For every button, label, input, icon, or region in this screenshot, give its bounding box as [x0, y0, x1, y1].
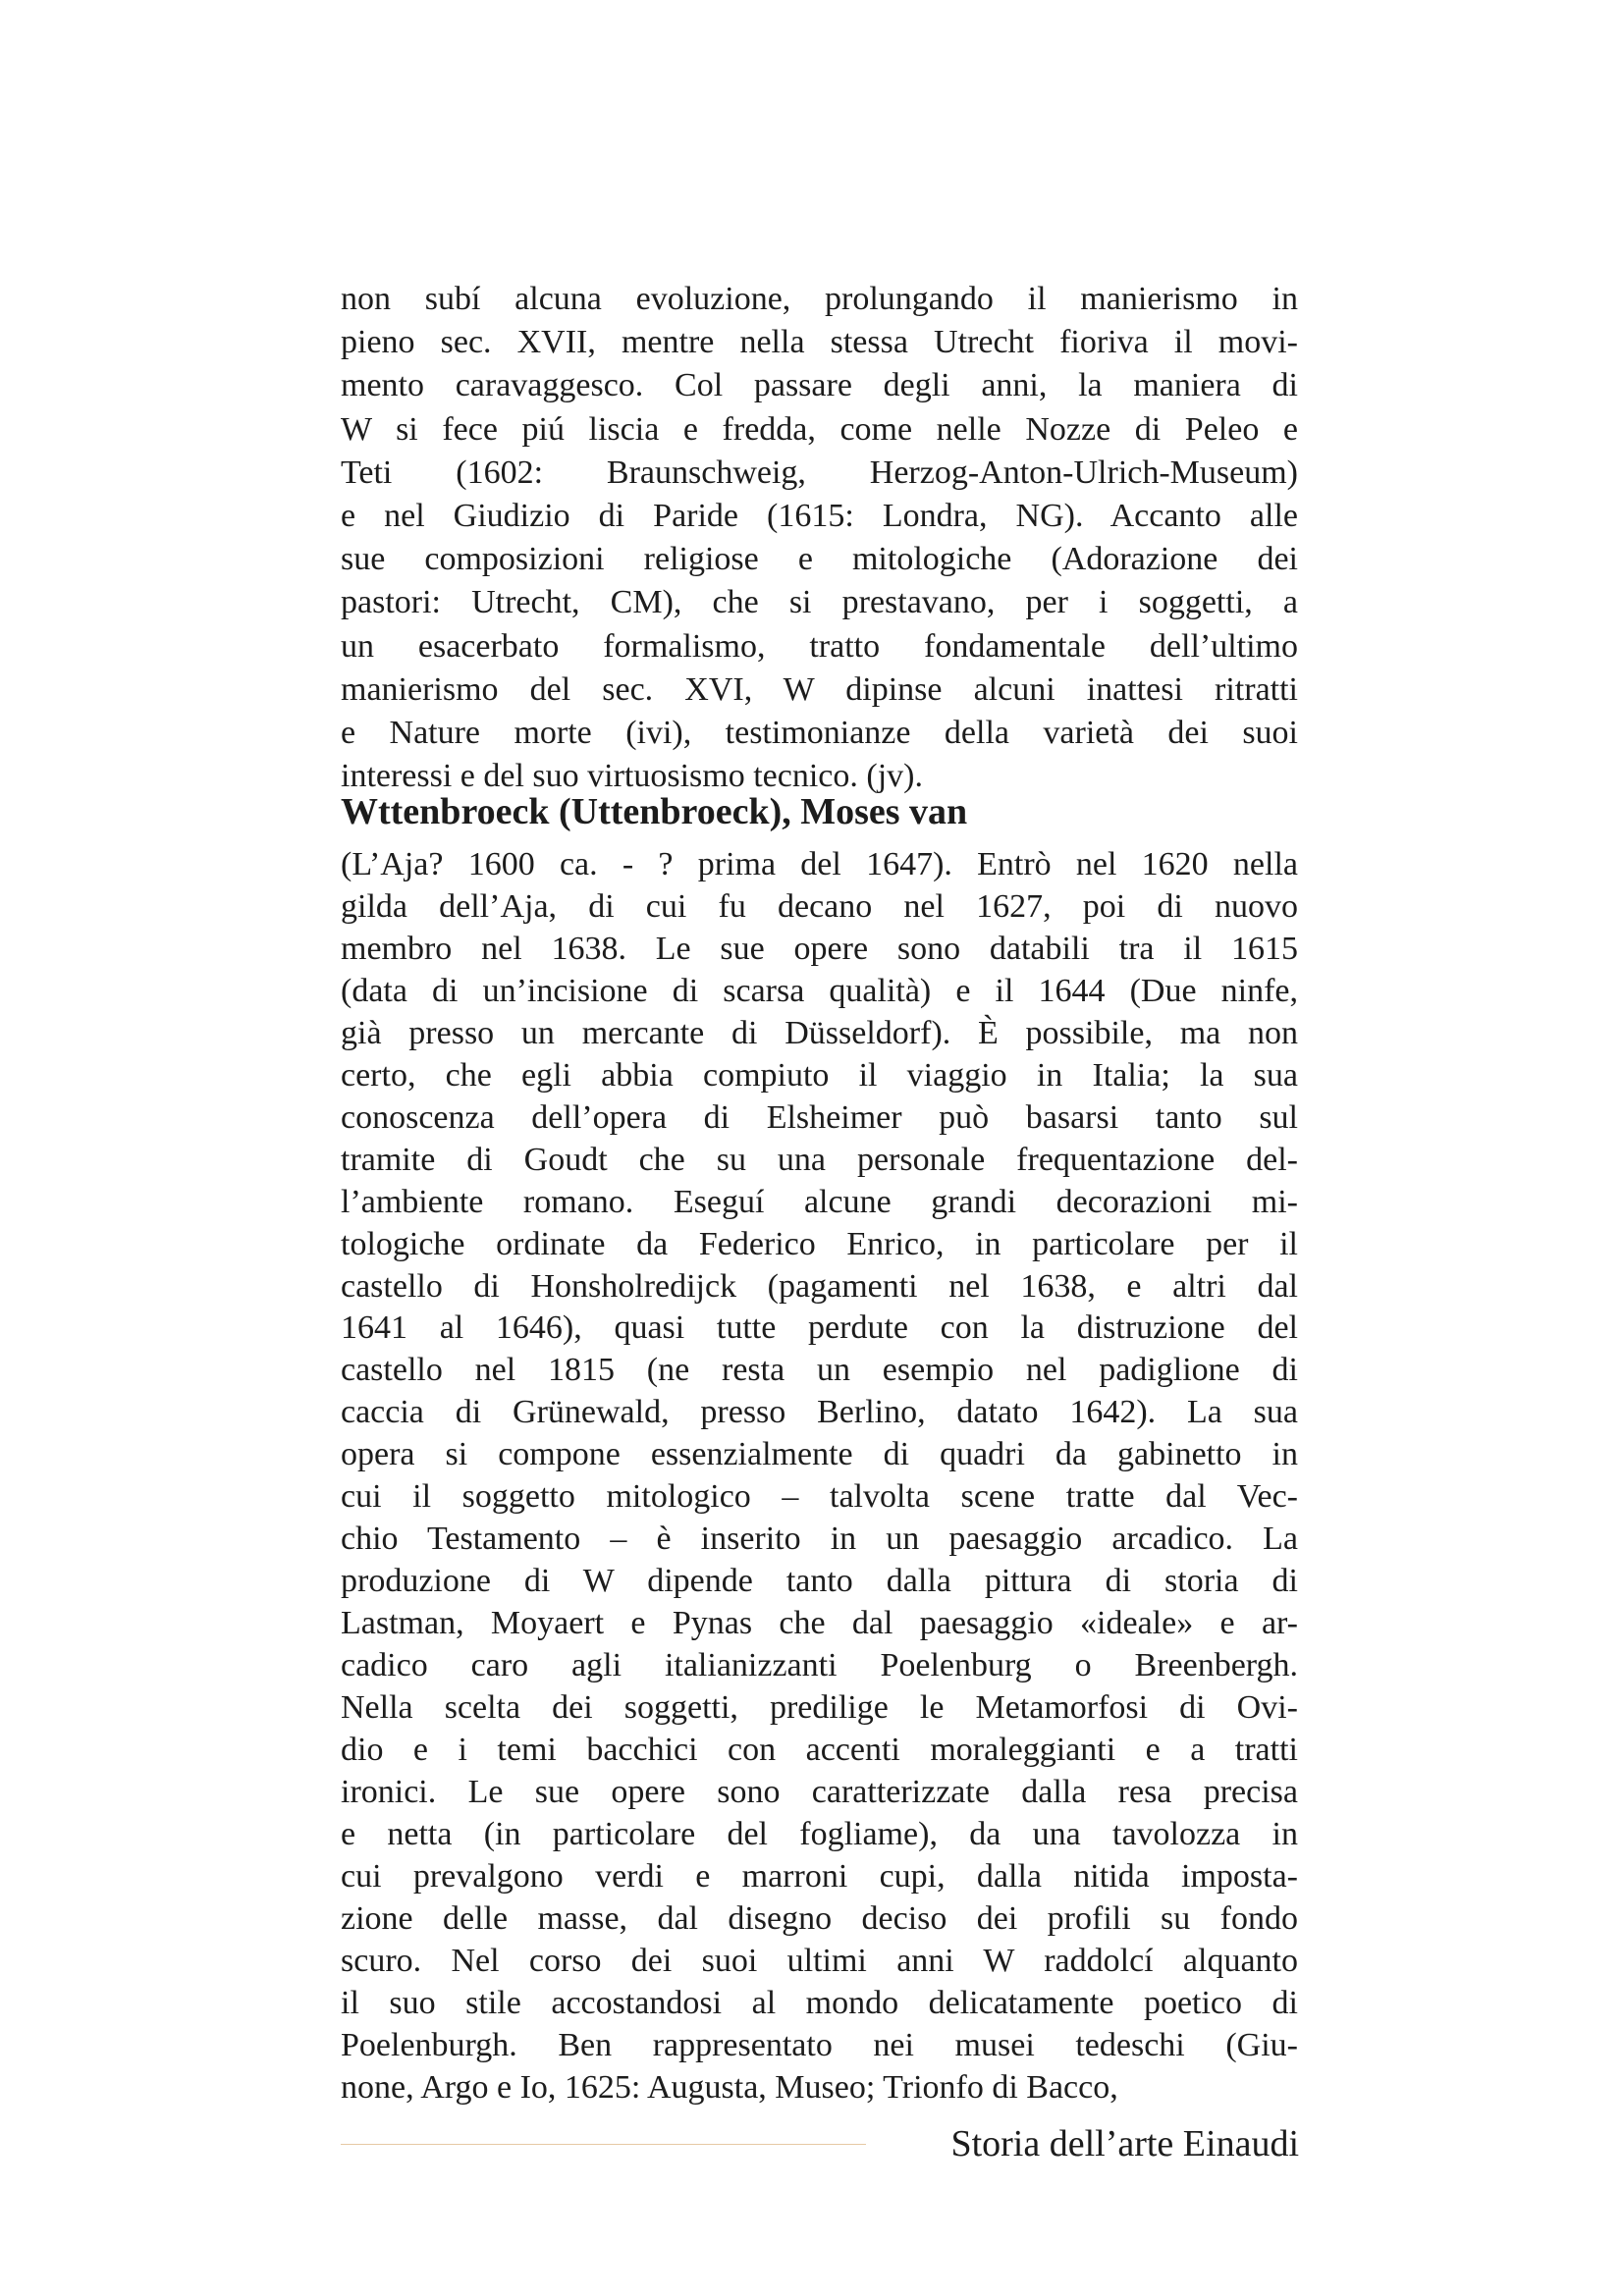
- text-line: certo, che egli abbia compiuto il viaggio in Italia; la sua: [341, 1056, 1298, 1094]
- text-line: e nel Giudizio di Paride (1615: Londra, NG). Accanto alle: [341, 498, 1298, 534]
- text-line: tramite di Goudt che su una personale frequentazione del-: [341, 1141, 1298, 1178]
- text-line: chio Testamento – è inserito in un paesaggio arcadico. La: [341, 1521, 1298, 1558]
- text-line: Nella scelta dei soggetti, predilige le Metamorfosi di Ovi-: [341, 1689, 1298, 1726]
- text-line: ironici. Le sue opere sono caratterizzate dalla resa precisa: [341, 1773, 1298, 1810]
- text-line: Teti (1602: Braunschweig, Herzog-Anton-Ulrich-Museum): [341, 454, 1298, 491]
- text-line: opera si compone essenzialmente di quadri da gabinetto in: [341, 1436, 1298, 1473]
- text-line: membro nel 1638. Le sue opere sono databili tra il 1615: [341, 930, 1298, 967]
- text-line: castello nel 1815 (ne resta un esempio nel padiglione di: [341, 1352, 1298, 1389]
- text-line: interessi e del suo virtuosismo tecnico. (jv).: [341, 758, 923, 795]
- footer-rule: [341, 2144, 866, 2145]
- text-line: il suo stile accostandosi al mondo delicatamente poetico di: [341, 1984, 1298, 2021]
- text-line: (L’Aja? 1600 ca. - ? prima del 1647). Entrò nel 1620 nella: [341, 846, 1298, 882]
- text-line: conoscenza dell’opera di Elsheimer può basarsi tanto sul: [341, 1098, 1298, 1136]
- text-line: un esacerbato formalismo, tratto fondamentale dell’ultimo: [341, 627, 1298, 665]
- text-line: Lastman, Moyaert e Pynas che dal paesaggio «ideale» e ar-: [341, 1605, 1298, 1642]
- text-line: 1641 al 1646), quasi tutte perdute con la distruzione del: [341, 1309, 1298, 1347]
- text-line: produzione di W dipende tanto dalla pittura di storia di: [341, 1563, 1298, 1600]
- text-line: W si fece piú liscia e fredda, come nelle Nozze di Peleo e: [341, 410, 1298, 448]
- text-line: zione delle masse, dal disegno deciso dei profili su fondo: [341, 1899, 1298, 1937]
- text-line: tologiche ordinate da Federico Enrico, in particolare per il: [341, 1225, 1298, 1262]
- text-line: (data di un’incisione di scarsa qualità) e il 1644 (Due ninfe,: [341, 972, 1298, 1009]
- text-line: mento caravaggesco. Col passare degli anni, la maniera di: [341, 367, 1298, 404]
- text-line: e Nature morte (ivi), testimonianze della varietà dei suoi: [341, 715, 1298, 751]
- text-line: pieno sec. XVII, mentre nella stessa Utrecht fioriva il movi-: [341, 324, 1298, 361]
- text-line: cadico caro agli italianizzanti Poelenburg o Breenbergh.: [341, 1647, 1298, 1684]
- text-line: sue composizioni religiose e mitologiche (Adorazione dei: [341, 541, 1298, 578]
- text-line: manierismo del sec. XVI, W dipinse alcuni inattesi ritratti: [341, 670, 1298, 708]
- text-line: cui il soggetto mitologico – talvolta scene tratte dal Vec-: [341, 1478, 1298, 1516]
- text-line: non subí alcuna evoluzione, prolungando il manierismo in: [341, 281, 1298, 317]
- text-line: cui prevalgono verdi e marroni cupi, dalla nitida imposta-: [341, 1857, 1298, 1895]
- entry-heading: Wttenbroeck (Uttenbroeck), Moses van: [341, 791, 968, 832]
- text-line: dio e i temi bacchici con accenti moraleggianti e a tratti: [341, 1731, 1298, 1768]
- footer-book-title: Storia dell’arte Einaudi: [950, 2123, 1299, 2164]
- text-line: pastori: Utrecht, CM), che si prestavano, per i soggetti, a: [341, 584, 1298, 621]
- text-line: e netta (in particolare del fogliame), da una tavolozza in: [341, 1815, 1298, 1852]
- text-line: castello di Honsholredijck (pagamenti nel 1638, e altri dal: [341, 1267, 1298, 1305]
- text-line: l’ambiente romano. Eseguí alcune grandi decorazioni mi-: [341, 1183, 1298, 1220]
- text-line: caccia di Grünewald, presso Berlino, datato 1642). La sua: [341, 1394, 1298, 1431]
- text-line: gilda dell’Aja, di cui fu decano nel 1627, poi di nuovo: [341, 887, 1298, 925]
- text-line: Poelenburgh. Ben rappresentato nei musei tedeschi (Giu-: [341, 2026, 1298, 2063]
- text-line: none, Argo e Io, 1625: Augusta, Museo; Trionfo di Bacco,: [341, 2068, 1118, 2106]
- text-line: già presso un mercante di Düsseldorf). È possibile, ma non: [341, 1014, 1298, 1051]
- text-line: scuro. Nel corso dei suoi ultimi anni W raddolcí alquanto: [341, 1942, 1298, 1979]
